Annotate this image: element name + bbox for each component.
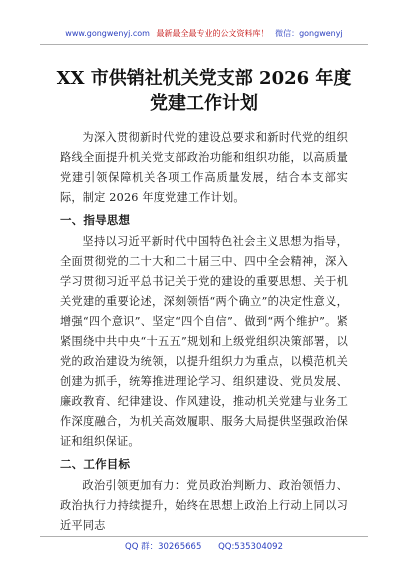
section-text-guiding-ideology: 坚持以习近平新时代中国特色社会主义思想为指导，全面贯彻党的二十大和二十届三中、四中全会精神，深入学习贯彻习近平总书记关于党的建设的重要思想、关于机关党建的重要论述，深刻领悟“两个确立”的决定性意义，增强“四个意识”、坚定“四个自信”、做到“两个维护”。紧紧围绕中共中央“十五五”规划和上级党组织决策部署，以党的政治建设为统领，以提升组织力为重点，以模范机关创建为抓手，统筹推进理论学习、组织建设、党员发展、廉政教育、纪律建设、作风建设，推动机关党建与业务工作深度融合，为机关高效履职、服务大局提供坚强政治保证和组织保证。 <box>60 235 348 448</box>
section-heading-work-goals: 二、工作目标 <box>60 457 131 471</box>
intro-paragraph: 为深入贯彻新时代党的建设总要求和新时代党的组织路线全面提升机关党支部政治功能和组织功能，以高质量党建引领保障机关各项工作高质量发展，结合本支部实际，制定 2026 年度党建工作计划。 <box>60 131 348 204</box>
document-title: XX 市供销社机关党支部 2026 年度党建工作计划 <box>56 68 352 114</box>
header-divider <box>40 44 368 45</box>
footer-divider <box>40 536 368 537</box>
section-heading-guiding-ideology: 一、指导思想 <box>60 213 131 227</box>
footer-qq-group: QQ 群：30265665 <box>125 542 202 552</box>
page-footer <box>40 540 368 552</box>
header-slogan: 最新最全最专业的公文资料库！ <box>156 29 269 38</box>
section-text-work-goals: 政治引领更加有力：党员政治判断力、政治领悟力、政治执行力持续提升，始终在思想上政治上行动上同以习近平同志 <box>60 479 348 532</box>
header-wechat: 微信：gongwenyj <box>275 29 343 38</box>
footer-qq: QQ:535304092 <box>218 542 283 552</box>
document-body <box>60 128 348 536</box>
page-header <box>40 28 368 42</box>
header-website: www.gongwenyj.com <box>65 29 150 38</box>
